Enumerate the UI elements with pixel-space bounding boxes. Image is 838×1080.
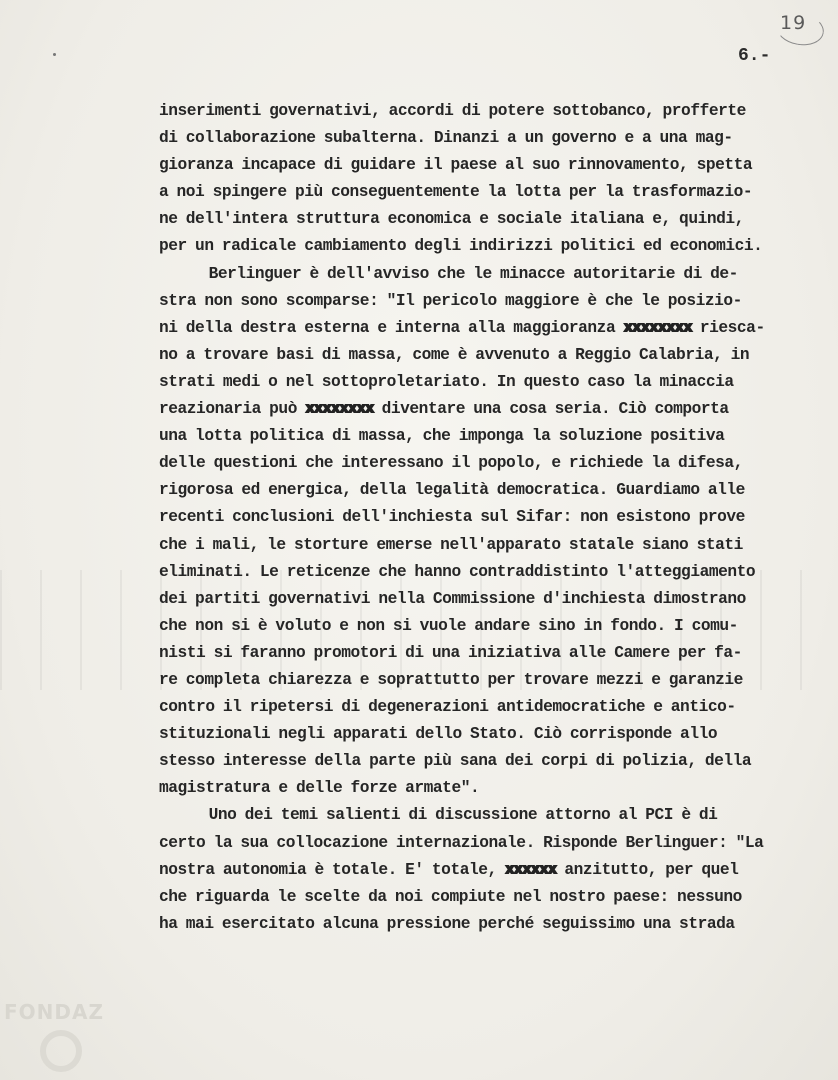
text-line: contro il ripetersi di degenerazioni antidemocratiche e antico- [159,698,736,717]
text-line: nisti si faranno promotori di una iniziativa alle Camere per fa- [159,643,742,662]
text-line: di collaborazione subalterna. Dinanzi a un governo e a una mag- [159,129,733,148]
text-line: che riguarda le scelte da noi compiute nel nostro paese: nessuno [159,887,742,906]
text-line: magistratura e delle forze armate". [159,779,480,798]
struck-out-text: xxxxxxxx [623,318,692,337]
text-line: Berlinguer è dell'avviso che le minacce autoritarie di de- [159,264,738,283]
struck-out-text: xxxxxx [505,860,557,879]
text-line: reazionaria può xxxxxxxx diventare una cosa seria. Ciò comporta [159,396,829,423]
text-line: delle questioni che interessano il popolo, e richiede la difesa, [159,454,743,473]
text-line: no a trovare basi di massa, come è avvenuto a Reggio Calabria, in [159,345,750,364]
text-line: stituzionali negli apparati dello Stato. Ciò corrisponde allo [159,725,718,744]
text-line: inserimenti governativi, accordi di potere sottobanco, profferte [159,102,746,120]
text-line: nostra autonomia è totale. E' totale, xxxxxx anzitutto, per quel [159,857,829,884]
text-line: per un radicale cambiamento degli indirizzi politici ed economici. [159,237,763,256]
text-line: ha mai esercitato alcuna pressione perché seguissimo una strada [159,914,735,933]
document-body-text [159,98,829,938]
page-number: 6.- [738,46,771,66]
text-line: ne dell'intera struttura economica e sociale italiana e, quindi, [159,210,744,229]
text-line: strati medi o nel sottoproletariato. In questo caso la minaccia [159,372,734,391]
text-line: recenti conclusioni dell'inchiesta sul Sifar: non esistono prove [159,508,745,527]
text-line: ni della destra esterna e interna alla maggioranza xxxxxxxx riesca- [159,315,829,342]
text-line: re completa chiarezza e soprattutto per trovare mezzi e garanzie [159,670,743,689]
archive-stamp: FONDAZ [4,1000,104,1024]
text-line: certo la sua collocazione internazionale. Risponde Berlinguer: "La [159,833,764,852]
text-line: una lotta politica di massa, che imponga la soluzione positiva [159,427,725,446]
ink-speck [53,53,56,56]
text-line: rigorosa ed energica, della legalità democratica. Guardiamo alle [159,481,745,500]
text-line: dei partiti governativi nella Commissione d'inchiesta dimostrano [159,589,746,608]
text-line: che i mali, le storture emerse nell'apparato statale siano stati [159,535,743,554]
text-line: Uno dei temi salienti di discussione attorno al PCI è di [159,806,718,825]
struck-out-text: xxxxxxxx [305,400,374,419]
archive-stamp-logo [40,1030,82,1072]
text-line: che non si è voluto e non si vuole andare sino in fondo. I comu- [159,616,738,635]
text-line: gioranza incapace di guidare il paese al suo rinnovamento, spetta [159,156,753,175]
text-line: stra non sono scomparse: "Il pericolo maggiore è che le posizio- [159,291,742,310]
text-line: eliminati. Le reticenze che hanno contraddistinto l'atteggiamento [159,562,756,581]
text-line: a noi spingere più conseguentemente la lotta per la trasformazio- [159,183,753,202]
text-line: stesso interesse della parte più sana dei corpi di polizia, della [159,752,752,771]
archive-folio-number: 19 [780,12,807,34]
